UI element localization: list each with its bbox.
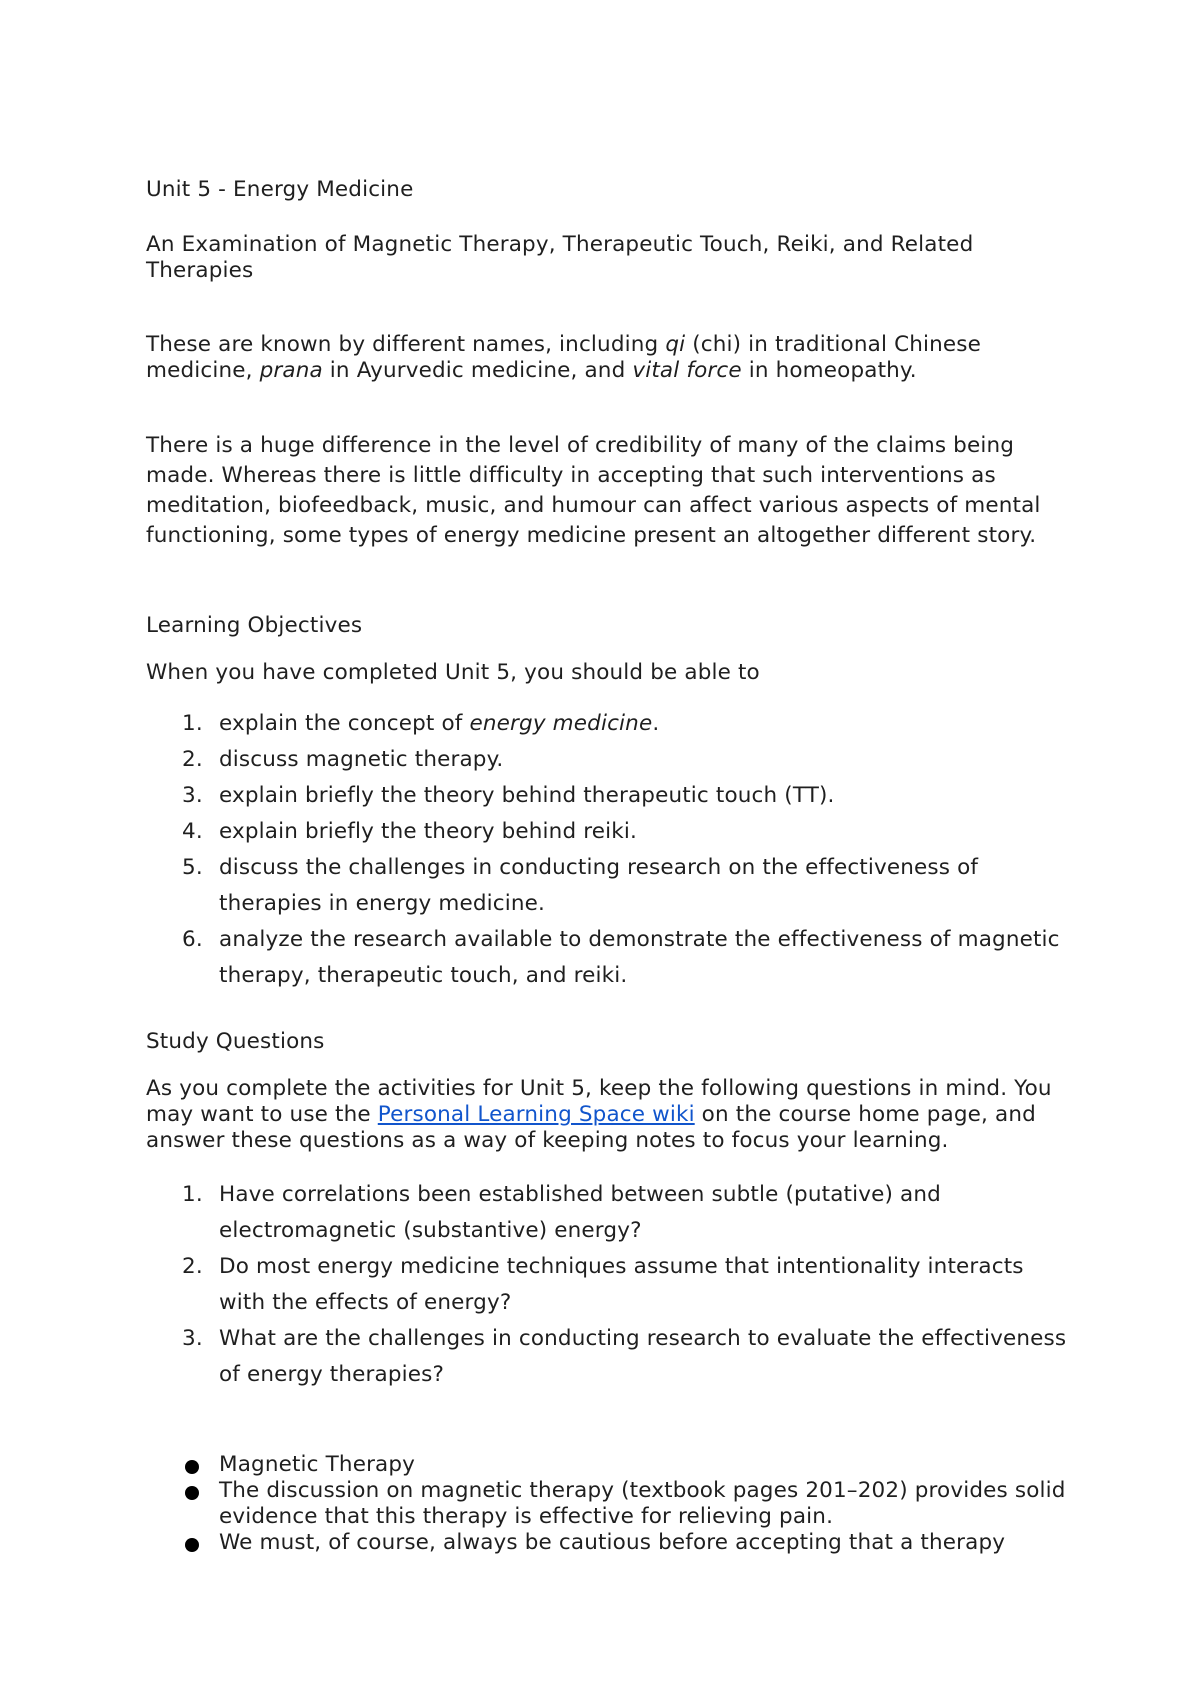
- objective-term-energy-medicine: energy medicine: [469, 711, 653, 736]
- credibility-paragraph: There is a huge difference in the level of credibility of many of the claims being made. Whereas there is little difficulty in accepting that such interventions as meditation, biofeedback, music, and humour can affect various aspects of mental functioning, some types of energy medicine present an altogether different story.: [146, 433, 1041, 548]
- intro-term-vital-force: vital force: [632, 358, 742, 383]
- objective-number: 5.: [182, 855, 203, 880]
- intro-text-4: in homeopathy.: [741, 358, 917, 383]
- study-questions-heading: Study Questions: [146, 1029, 325, 1054]
- study-question-item: [146, 1249, 1076, 1321]
- question-number: 3.: [182, 1326, 203, 1351]
- intro-term-prana: prana: [259, 358, 323, 383]
- bullet-text: We must, of course, always be cautious before accepting that a therapy: [219, 1530, 1006, 1555]
- objective-text: explain the concept of: [219, 711, 470, 736]
- objective-text: explain briefly the theory behind therapeutic touch (TT).: [219, 783, 835, 808]
- objective-item: [146, 922, 1076, 994]
- study-lead-text: As you complete the activities for Unit 5, keep the following questions in mind. You may want to use the: [146, 1076, 1052, 1127]
- question-number: 2.: [182, 1254, 203, 1279]
- document-subtitle: An Examination of Magnetic Therapy, Therapeutic Touch, Reiki, and Related Therapies: [146, 232, 974, 283]
- learning-objectives-list: [146, 706, 1076, 994]
- intro-text-3: in Ayurvedic medicine, and: [322, 358, 633, 383]
- intro-term-qi: qi: [665, 332, 686, 357]
- bullet-item: [146, 1452, 1076, 1478]
- intro-paragraph: [146, 332, 1076, 384]
- study-lead-text-end: on the course home page, and answer these questions as a way of keeping notes to focus your learning.: [146, 1102, 1036, 1153]
- question-text: Do most energy medicine techniques assume that intentionality interacts with the effects of energy?: [219, 1254, 1024, 1315]
- intro-text-1: These are known by different names, including: [146, 332, 666, 357]
- objective-number: 2.: [182, 747, 203, 772]
- objective-item: [146, 778, 1076, 814]
- bullet-item: [146, 1530, 1076, 1556]
- bullet-dot-icon: [185, 1538, 199, 1552]
- question-text: Have correlations been established between subtle (putative) and electromagnetic (substantive) energy?: [219, 1182, 941, 1243]
- bullet-text: Magnetic Therapy: [219, 1452, 416, 1477]
- objective-text: analyze the research available to demonstrate the effectiveness of magnetic therapy, therapeutic touch, and reiki.: [219, 927, 1060, 988]
- study-question-item: [146, 1177, 1076, 1249]
- objective-item: [146, 814, 1076, 850]
- objective-number: 1.: [182, 711, 203, 736]
- question-number: 1.: [182, 1182, 203, 1207]
- bullet-item: [146, 1478, 1076, 1530]
- objective-item: [146, 742, 1076, 778]
- study-questions-lead: [146, 1076, 1076, 1154]
- objective-item: [146, 706, 1076, 742]
- objective-text: discuss magnetic therapy.: [219, 747, 504, 772]
- study-questions-list: [146, 1177, 1076, 1393]
- objective-text: explain briefly the theory behind reiki.: [219, 819, 637, 844]
- objective-number: 6.: [182, 927, 203, 952]
- bullet-dot-icon: [185, 1486, 199, 1500]
- study-question-item: [146, 1321, 1076, 1393]
- intro-text-2: (chi) in traditional Chinese medicine,: [146, 332, 982, 383]
- objective-number: 4.: [182, 819, 203, 844]
- bullet-text: The discussion on magnetic therapy (textbook pages 201–202) provides solid evidence that this therapy is effective for relieving pain.: [219, 1478, 1066, 1529]
- question-text: What are the challenges in conducting research to evaluate the effectiveness of energy therapies?: [219, 1326, 1067, 1387]
- objective-text: discuss the challenges in conducting research on the effectiveness of therapies in energy medicine.: [219, 855, 979, 916]
- learning-objectives-lead: When you have completed Unit 5, you should be able to: [146, 660, 760, 685]
- objective-item: [146, 850, 1076, 922]
- document-title: Unit 5 - Energy Medicine: [146, 177, 414, 202]
- personal-learning-space-wiki-link[interactable]: Personal Learning Space wiki: [377, 1102, 695, 1127]
- bullet-dot-icon: [185, 1460, 199, 1474]
- learning-objectives-heading: Learning Objectives: [146, 613, 363, 638]
- magnetic-therapy-bullet-list: [146, 1452, 1076, 1556]
- objective-number: 3.: [182, 783, 203, 808]
- objective-punctuation: .: [652, 711, 660, 736]
